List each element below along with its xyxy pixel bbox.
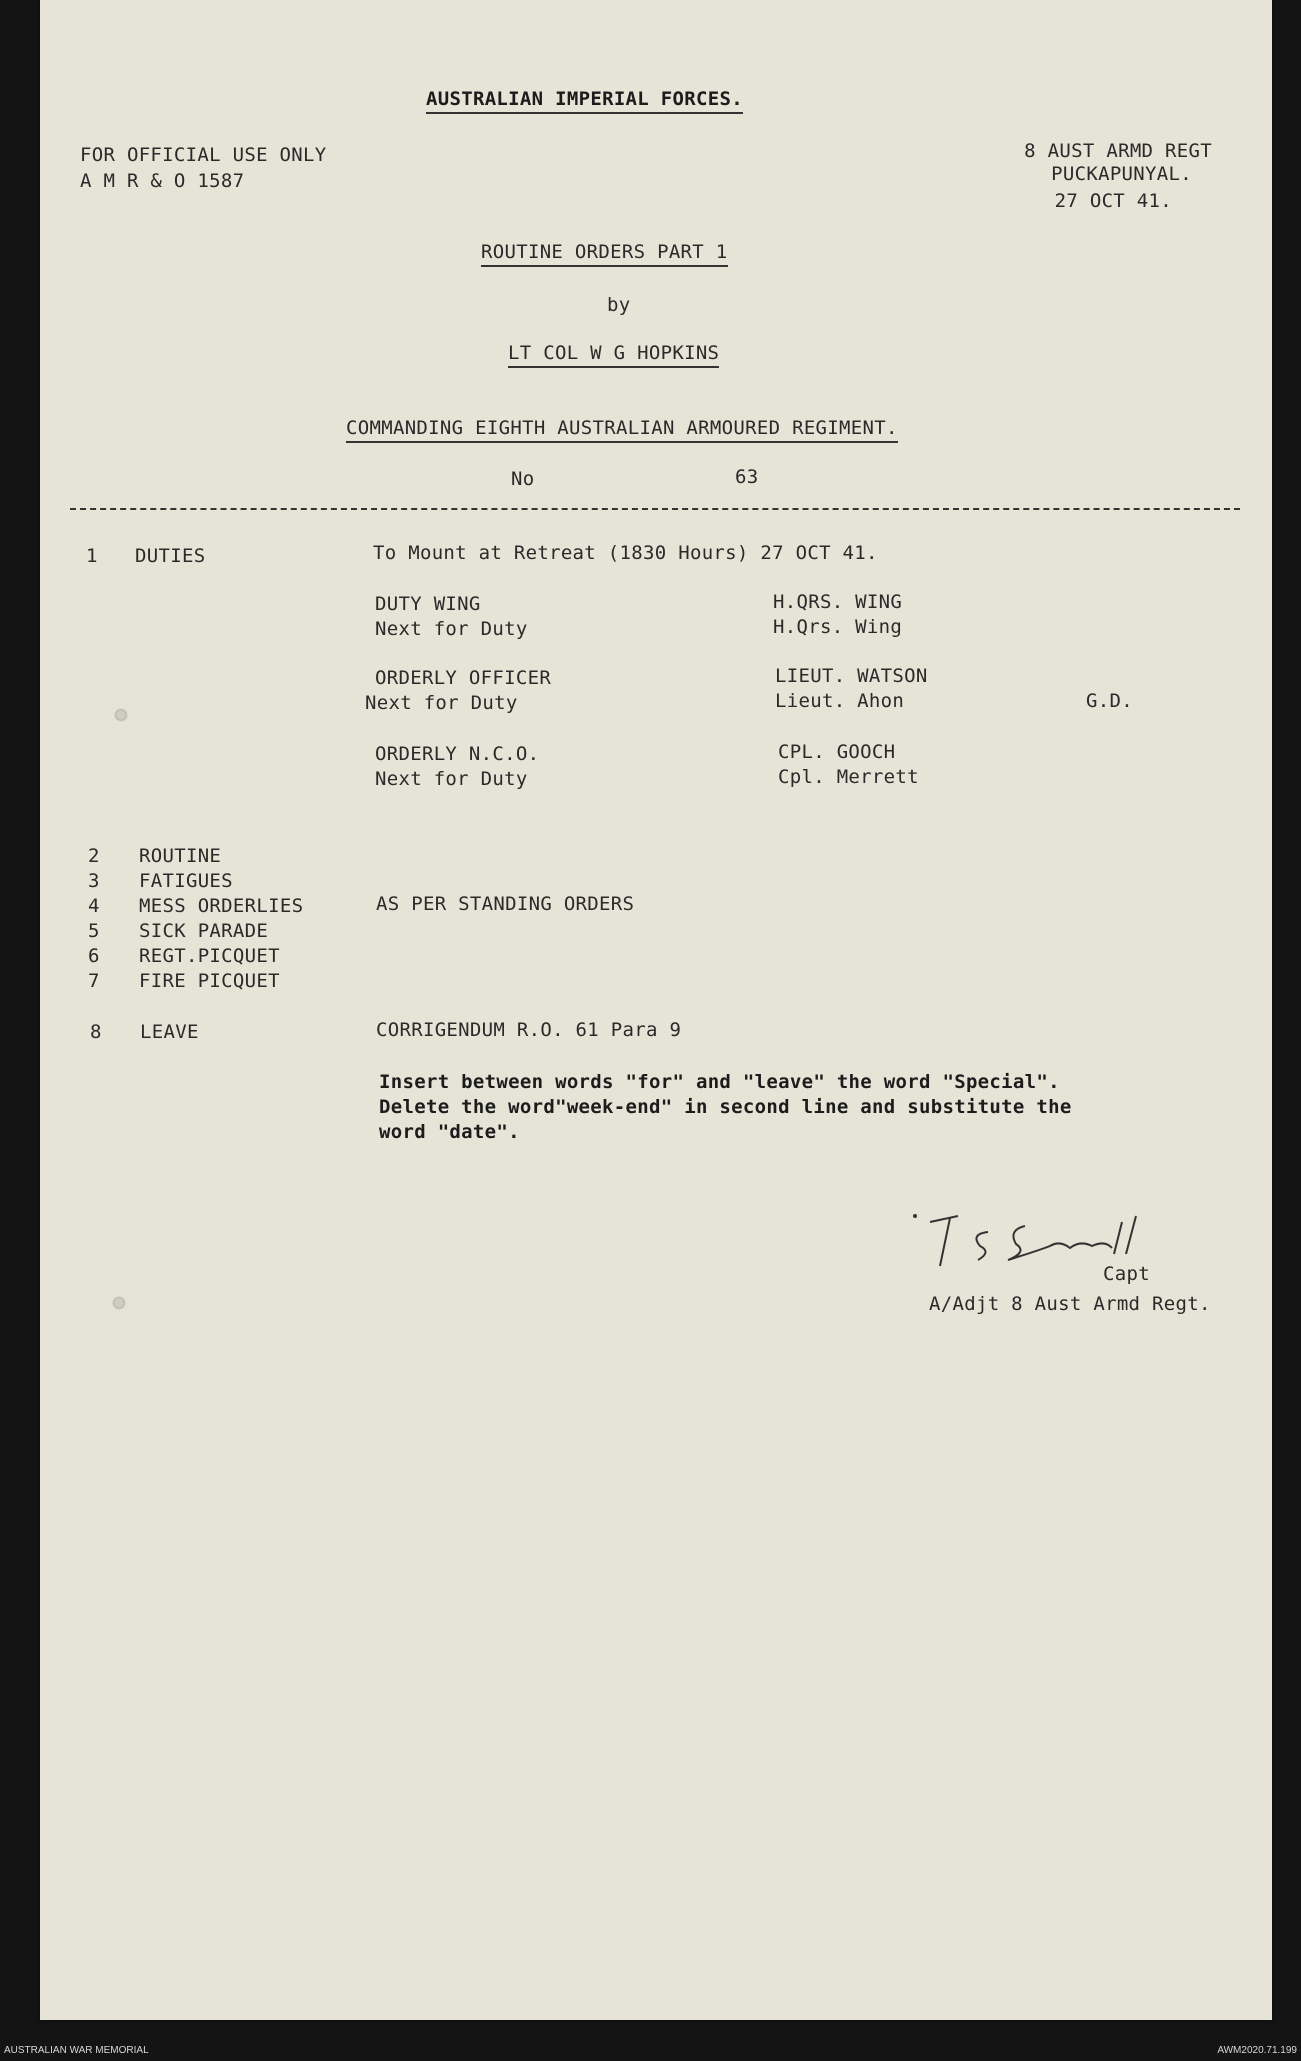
signatory-rank: Capt xyxy=(1103,1263,1150,1285)
duty-role: ORDERLY OFFICER xyxy=(375,667,552,689)
gd-annotation: G.D. xyxy=(1086,690,1133,712)
item-label: FATIGUES xyxy=(139,870,233,892)
duty-name: Lieut. Ahon xyxy=(775,690,905,712)
standing-orders-note: AS PER STANDING ORDERS xyxy=(376,893,635,915)
duties-intro: To Mount at Retreat (1830 Hours) 27 OCT 41. xyxy=(373,542,878,564)
item-number: 5 xyxy=(88,920,100,942)
orders-heading: ROUTINE ORDERS PART 1 xyxy=(481,241,728,267)
section-label: DUTIES xyxy=(135,545,206,567)
unit-name: 8 AUST ARMD REGT xyxy=(1024,140,1212,162)
duty-name: H.Qrs. Wing xyxy=(773,616,903,638)
item-label: ROUTINE xyxy=(139,845,222,867)
duty-role: Next for Duty xyxy=(375,768,528,790)
item-label: MESS ORDERLIES xyxy=(139,895,304,917)
duty-name: LIEUT. WATSON xyxy=(775,665,928,687)
duty-name: Cpl. Merrett xyxy=(778,766,919,788)
reference-number: A M R & O 1587 xyxy=(80,170,245,192)
footer-source: AUSTRALIAN WAR MEMORIAL xyxy=(4,2045,149,2056)
order-number-value: 63 xyxy=(735,466,759,488)
location: PUCKAPUNYAL. xyxy=(1051,163,1192,185)
divider-rule xyxy=(70,508,1240,510)
duty-name: H.QRS. WING xyxy=(773,591,903,613)
item-number: 2 xyxy=(88,845,100,867)
punch-hole xyxy=(114,1298,124,1308)
corrigendum-text: word "date". xyxy=(379,1121,520,1143)
item-number: 3 xyxy=(88,870,100,892)
corrigendum-text: Delete the word"week-end" in second line and substitute the xyxy=(379,1096,1072,1118)
item-label: REGT.PICQUET xyxy=(139,945,280,967)
section-number: 1 xyxy=(86,545,98,567)
document-page xyxy=(40,0,1272,2020)
duty-role: Next for Duty xyxy=(365,692,518,714)
item-label: SICK PARADE xyxy=(139,920,269,942)
duty-name: CPL. GOOCH xyxy=(778,741,896,763)
duty-role: DUTY WING xyxy=(375,593,481,615)
duty-role: ORDERLY N.C.O. xyxy=(375,743,540,765)
commander-name: LT COL W G HOPKINS xyxy=(508,342,719,368)
signature xyxy=(900,1200,1230,1280)
corrigendum-text: Insert between words "for" and "leave" the word "Special". xyxy=(379,1071,1060,1093)
item-number: 8 xyxy=(90,1021,102,1043)
duty-role: Next for Duty xyxy=(375,618,528,640)
commanding-line: COMMANDING EIGHTH AUSTRALIAN ARMOURED REGIMENT. xyxy=(346,417,898,443)
item-number: 4 xyxy=(88,895,100,917)
document-title: AUSTRALIAN IMPERIAL FORCES. xyxy=(426,88,743,114)
signatory-appointment: A/Adjt 8 Aust Armd Regt. xyxy=(929,1293,1211,1315)
by-label: by xyxy=(607,294,631,316)
item-label: LEAVE xyxy=(140,1021,199,1043)
item-number: 7 xyxy=(88,970,100,992)
punch-hole xyxy=(116,710,126,720)
item-label: FIRE PICQUET xyxy=(139,970,280,992)
footer-reference: AWM2020.71.199 xyxy=(1217,2045,1297,2056)
document-date: 27 OCT 41. xyxy=(1054,190,1172,212)
classification-line: FOR OFFICIAL USE ONLY xyxy=(80,144,327,166)
item-number: 6 xyxy=(88,945,100,967)
order-number-label: No xyxy=(511,468,535,490)
corrigendum-line: CORRIGENDUM R.O. 61 Para 9 xyxy=(376,1019,682,1041)
